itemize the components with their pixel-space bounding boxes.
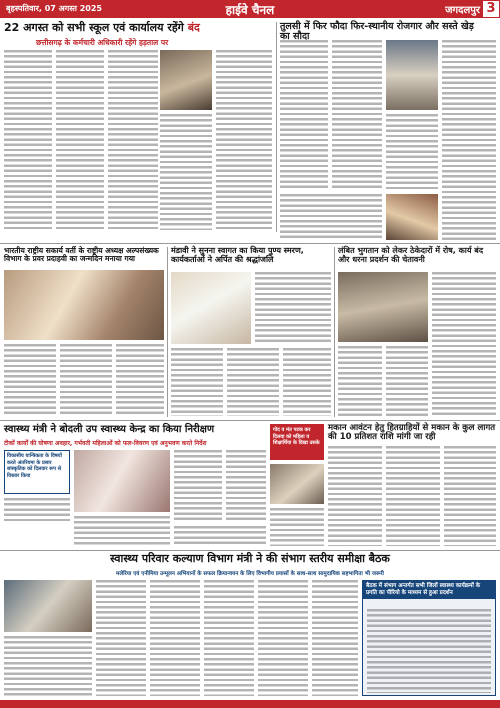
story1-headline-text: 22 अगस्त को सभी स्कूल एवं कार्यालय रहेंगे [4,21,188,34]
story6-callout-text: विकासीय यान्त्रिकता के विषयों करते अंतरियमा के प्रसार सांस्कृतिक को दिलवार रूप से विस्तार किया [7,453,62,479]
story8-column-1 [4,636,92,696]
story8-photo [4,580,92,632]
story1-subheadline: छत्तीसगढ़ के कर्मचारी अधिकारी रहेंगे हड़ताल पर [36,38,169,47]
story2-column-1 [280,40,328,190]
story7-column-4 [444,446,496,546]
story1-headline [4,22,276,34]
issue-date: बृहस्पतिवार, 07 अगस्त 2025 [6,4,102,13]
story8-column-3 [150,580,200,696]
story6-column-3 [4,498,70,522]
story5-column-2 [338,346,382,416]
story6-quote-text: गोद व मंत पटक कर दिलवा को महिला व शिक्षार्थिया के दिखा उसके [273,427,320,446]
story9-headline: बैठक में संभाग अन्तर्गत सभी जिलों स्वास्थ्य कार्यक्रमों के प्रगति का पीरियो के माध्यम से हुआ प्रदर्शन [363,581,495,599]
story5-photo [338,272,428,342]
story8-column-6 [312,580,358,696]
page-footer [0,700,500,708]
section-divider [0,420,500,421]
story6-column-4 [74,516,170,546]
story7-headline: मकान आवंटन हेतु हितग्राहियों से मकान के कुल लागत की 10 प्रतिशत राशि मांगी जा रही [328,423,496,443]
story4-column-4 [283,348,331,416]
story8-column-4 [204,580,254,696]
story6-subheadline: टीकों कार्यों की घोषणा अवहार, गर्भवती महिलाओं को फल-विवरण एवं अनुभवण करते निर्देश [4,440,207,447]
story1-column-5 [216,50,272,230]
story4-column-1 [255,272,331,344]
story1-photo [160,50,212,110]
column-divider [334,247,335,417]
story4-column-3 [227,348,279,416]
story9-box [362,580,496,696]
story8-headline: स्वास्थ्य परिवार कल्याण विभाग मंत्री ने की संभाग स्तरीय समीक्षा बैठक [110,552,390,565]
story8-column-2 [96,580,146,696]
story6-photo [74,450,170,512]
story6-column-1 [174,450,222,522]
story6-callout-box [4,450,70,494]
story1-headline-highlight: बंद [187,21,200,34]
city-name: जगदलपुर [445,5,480,16]
story6-quote-box [270,424,324,460]
story3-column-3 [116,344,164,416]
column-divider [276,22,277,232]
story5-column-1 [432,272,496,416]
story3-column-2 [60,344,112,416]
story2-column-2 [332,40,382,190]
story1-column-2 [56,50,104,230]
story8-column-5 [258,580,308,696]
story4-headline: मंडावी ने सुनना स्वागत का किया पुण्य स्मरण, कार्यकर्ताओं ने अर्पित की श्रद्धांजलि [171,246,304,264]
story2-photo-2 [386,194,438,240]
story3-column-1 [4,344,56,416]
story2-photo [386,40,438,110]
story2-column-4 [442,40,496,240]
story7-column-1 [270,508,324,546]
page-header [0,0,500,18]
story3-headline: भारतीय राष्ट्रीय सकार्य वर्ती के राष्ट्रीय अध्यक्ष अल्पसंख्यक विभाग के प्रवर प्रदाहवी का जन्मदिन मनाया गया [4,246,159,264]
column-divider [167,247,168,417]
story7-photo [270,464,324,504]
story5-column-3 [386,346,428,416]
section-divider [0,243,500,244]
story2-column-3 [386,114,438,190]
story3-photo [4,270,164,340]
story4-column-2 [171,348,223,416]
story8-subheadline: मलेरिया एवं एनीमिया उन्मूलन अभियानों के सफल क्रियान्वयन के लिए विभागीय प्रयासों के साथ-साथ सामुदायिक सहभागिता भी जरूरी [116,571,384,577]
story4-photo [171,272,251,344]
story7-column-3 [386,446,440,546]
story5-headline: लंबित भुगतान को लेकर ठेकेदारों में रोष, कार्य बंद और धरना प्रदर्शन की चेतावनी [338,246,484,264]
story6-column-2 [226,450,266,522]
story2-column-5 [280,194,382,240]
story2-headline: तुलसी में फिर फौदा फिर-स्थानीय रोजगार और सस्ते खेड़ का सौदा [280,21,474,43]
section-divider [0,550,500,551]
story6-headline: स्वास्थ्य मंत्री ने बोदली उप स्वास्थ्य केन्द्र का किया निरीक्षण [4,424,215,435]
page-number: 3 [482,0,500,18]
page-section-title: हाईवे चैनल [225,3,275,17]
story1-column-3 [108,50,158,230]
story1-column-4 [160,114,212,230]
story9-column [367,609,491,693]
story1-column-1 [4,50,52,230]
story6-column-5 [174,526,266,546]
story7-column-2 [328,446,382,546]
